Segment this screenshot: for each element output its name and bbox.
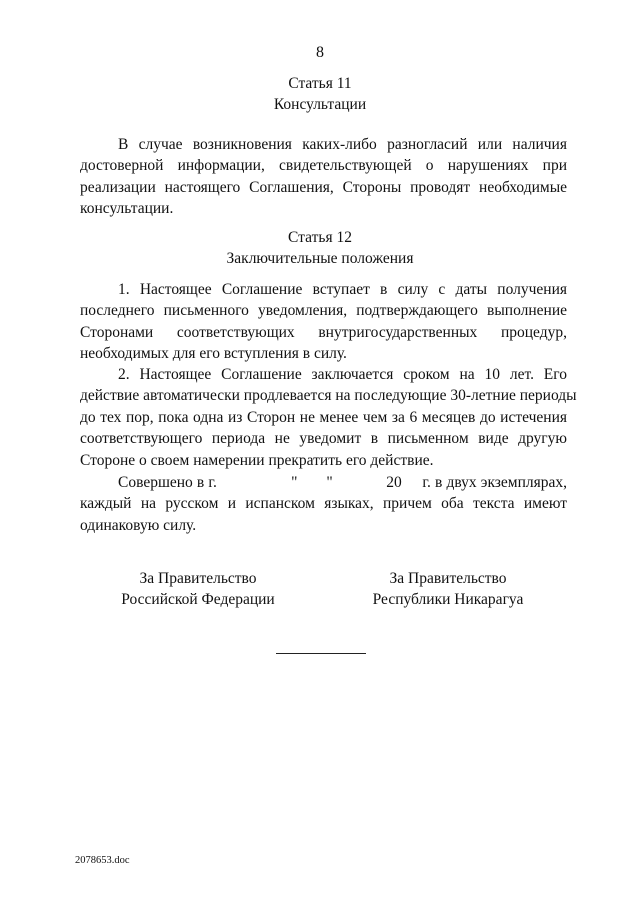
article-12-title: Статья 12 [288,229,352,246]
text-line: В случае возникновения каких-либо разногласий или наличия [118,136,567,153]
text-line: Стороне о своем намерении прекратить его действие. [80,451,434,469]
article-11-text [80,134,567,220]
signature-party: Республики Никарагуа [372,591,524,608]
article-12-clause-2 [80,364,577,471]
text-line: консультации. [80,200,174,218]
page-number: 8 [316,44,324,61]
signature-party: Российской Федерации [121,591,275,608]
closing-text [80,472,567,536]
text-line: 2. Настоящее Соглашение заключается сроком на 10 лет. Его [118,366,567,383]
text-line: достоверной информации, свидетельствующей о нарушениях при [80,157,567,175]
text-line: Сторонами соответствующих внутригосударственных процедур, [80,323,567,341]
article-12-subtitle: Заключительные положения [226,250,414,267]
signature-line: За Правительство [139,570,257,587]
article-11-title: Статья 11 [288,75,352,92]
text-line: последнего письменного уведомления, подтверждающего выполнение [80,302,567,320]
text-line: реализации настоящего Соглашения, Стороны проводят необходимые [80,178,567,196]
text-line: соответствующего периода не уведомит в письменном виде другую [80,430,567,448]
article-12-clause-1 [80,279,567,365]
text-line: до тех пор, пока одна из Сторон не менее чем за 6 месяцев до истечения [80,408,567,426]
article-11-heading [0,73,640,115]
end-divider [276,653,366,654]
signature-block-russia [110,568,286,610]
text-line: 1. Настоящее Соглашение вступает в силу с даты получения [118,281,567,298]
signature-line: За Правительство [389,570,507,587]
text-line: одинаковую силу. [80,516,197,534]
footer-filename: 2078653.doc [75,855,130,866]
text-line: Совершено в г. " " 20 г. в двух экземплярах, [118,474,567,491]
text-line: каждый на русском и испанском языках, причем оба текста имеют [80,495,567,513]
article-11-subtitle: Консультации [273,96,367,113]
article-12-heading [0,227,640,269]
text-line: необходимых для его вступления в силу. [80,345,347,363]
signature-block-nicaragua [360,568,536,610]
text-line: действие автоматически продлевается на последующие 30-летние периоды [80,387,577,405]
